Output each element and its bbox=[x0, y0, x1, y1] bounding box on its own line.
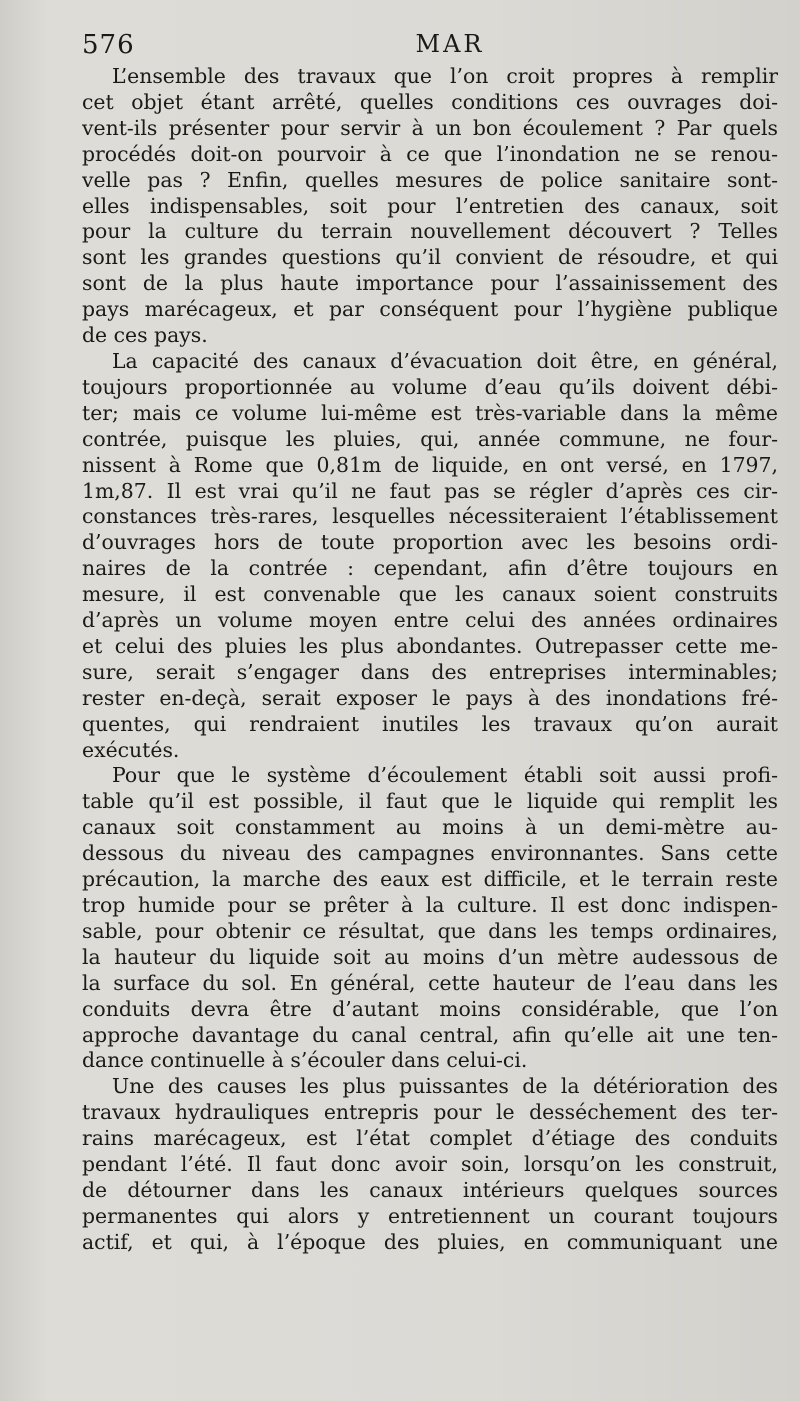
text-line: permanentes qui alors y entretiennent un courant toujours bbox=[82, 1203, 778, 1228]
text-line: elles indispensables, soit pour l’entretien des canaux, soit bbox=[82, 193, 778, 218]
text-line: de détourner dans les canaux intérieurs quelques sources bbox=[82, 1177, 778, 1202]
text-line: quentes, qui rendraient inutiles les travaux qu’on aurait bbox=[82, 711, 778, 736]
paragraph-1 bbox=[82, 64, 778, 349]
text-line: sure, serait s’engager dans des entreprises interminables; bbox=[82, 659, 778, 684]
text-line: précaution, la marche des eaux est difficile, et le terrain reste bbox=[82, 867, 778, 892]
text-line: canaux soit constamment au moins à un demi-mètre au- bbox=[82, 815, 778, 840]
text-line: pour la culture du terrain nouvellement découvert ? Telles bbox=[82, 219, 778, 244]
text-line: sable, pour obtenir ce résultat, que dans les temps ordinaires, bbox=[82, 918, 778, 943]
text-line: La capacité des canaux d’évacuation doit être, en général, bbox=[112, 348, 778, 373]
text-line: toujours proportionnée au volume d’eau qu’ils doivent débi- bbox=[82, 374, 778, 399]
text-line: la hauteur du liquide soit au moins d’un mètre audessous de bbox=[82, 944, 778, 969]
body-text bbox=[82, 64, 778, 1256]
text-line: de ces pays. bbox=[82, 323, 208, 348]
text-line: 1m,87. Il est vrai qu’il ne faut pas se régler d’après ces cir- bbox=[82, 478, 778, 503]
paragraph-3 bbox=[82, 763, 778, 1074]
text-line: velle pas ? Enfin, quelles mesures de police sanitaire sont- bbox=[82, 167, 778, 192]
text-line: vent-ils présenter pour servir à un bon écoulement ? Par quels bbox=[82, 115, 778, 140]
text-line: exécutés. bbox=[82, 737, 180, 762]
text-line: rains marécageux, est l’état complet d’étiage des conduits bbox=[82, 1126, 778, 1151]
text-line: naires de la contrée : cependant, afin d’être toujours en bbox=[82, 556, 778, 581]
text-line: nissent à Rome que 0,81m de liquide, en ont versé, en 1797, bbox=[82, 452, 778, 477]
text-line: Une des causes les plus puissantes de la détérioration des bbox=[112, 1074, 778, 1099]
text-line: table qu’il est possible, il faut que le liquide qui remplit les bbox=[82, 789, 778, 814]
text-line: conduits devra être d’autant moins considérable, que l’on bbox=[82, 996, 778, 1021]
text-line: d’après un volume moyen entre celui des années ordinaires bbox=[82, 608, 778, 633]
text-line: travaux hydrauliques entrepris pour le desséchement des ter- bbox=[82, 1100, 778, 1125]
text-line: trop humide pour se prêter à la culture. Il est donc indispen- bbox=[82, 893, 778, 917]
running-head: MAR bbox=[415, 30, 485, 58]
text-line: approche davantage du canal central, afin qu’elle ait une ten- bbox=[82, 1022, 778, 1047]
text-line: sont de la plus haute importance pour l’assainissement des bbox=[82, 271, 778, 296]
text-line: cet objet étant arrêté, quelles conditions ces ouvrages doi- bbox=[82, 89, 778, 114]
text-line: ter; mais ce volume lui-même est très-variable dans la même bbox=[82, 400, 778, 425]
page-header bbox=[82, 30, 778, 64]
text-line: actif, et qui, à l’époque des pluies, en communiquant une bbox=[82, 1229, 778, 1254]
text-line: L’ensemble des travaux que l’on croit propres à remplir bbox=[112, 64, 778, 88]
text-line: d’ouvrages hors de toute proportion avec les besoins ordi- bbox=[82, 530, 778, 555]
paragraph-2 bbox=[82, 349, 778, 764]
paragraph-4 bbox=[82, 1074, 778, 1255]
text-line: la surface du sol. En général, cette hauteur de l’eau dans les bbox=[82, 970, 778, 995]
text-line: constances très-rares, lesquelles nécessiteraient l’établissement bbox=[82, 504, 778, 529]
text-line: Pour que le système d’écoulement établi soit aussi profi- bbox=[112, 763, 778, 788]
text-line: procédés doit-on pourvoir à ce que l’inondation ne se renou- bbox=[82, 141, 778, 166]
text-line: pays marécageux, et par conséquent pour l’hygiène publique bbox=[82, 297, 778, 322]
text-line: et celui des pluies les plus abondantes. Outrepasser cette me- bbox=[82, 633, 778, 658]
text-line: sont les grandes questions qu’il convient de résoudre, et qui bbox=[82, 245, 778, 270]
page-number: 576 bbox=[82, 30, 135, 60]
text-line: rester en-deçà, serait exposer le pays à des inondations fré- bbox=[82, 685, 778, 710]
text-line: contrée, puisque les pluies, qui, année commune, ne four- bbox=[82, 426, 778, 451]
text-line: dessous du niveau des campagnes environnantes. Sans cette bbox=[82, 841, 778, 866]
text-line: dance continuelle à s’écouler dans celui-ci. bbox=[82, 1048, 528, 1073]
text-line: pendant l’été. Il faut donc avoir soin, lorsqu’on les construit, bbox=[82, 1152, 778, 1177]
text-line: mesure, il est convenable que les canaux soient construits bbox=[82, 582, 778, 607]
